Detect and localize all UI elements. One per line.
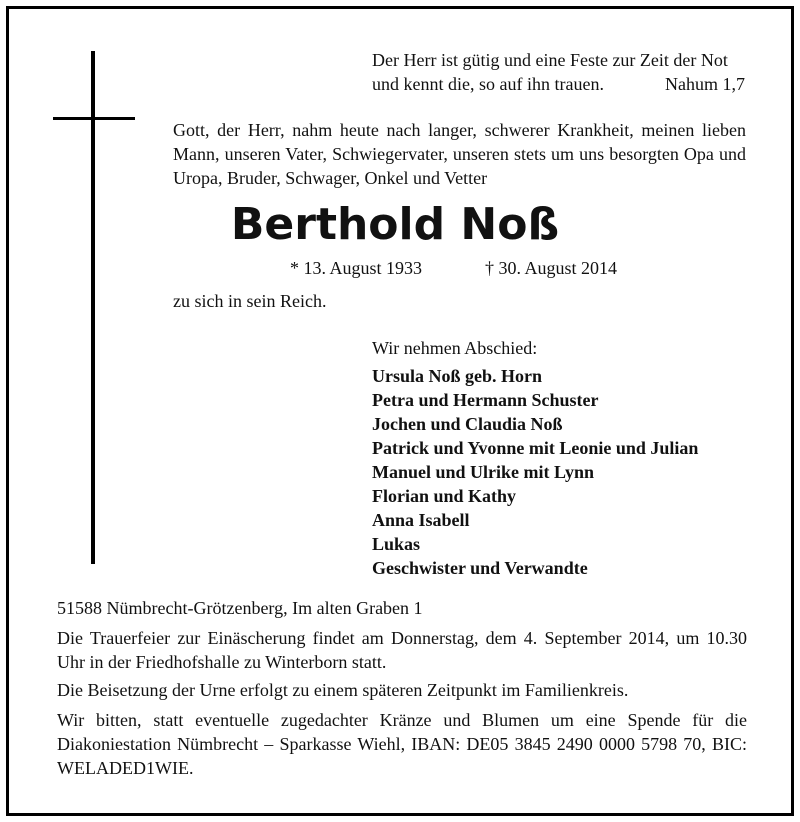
donation-info: Wir bitten, statt eventuelle zugedachter Kränze und Blumen um eine Spende für die Diakoniestation Nümbrecht – Sparkasse Wiehl, IBAN: DE05 3845 2490 0000 5798 70, BIC: WELADED1WIE.: [57, 710, 747, 778]
verse-reference: Nahum 1,7: [665, 74, 745, 94]
mourner-item: Ursula Noß geb. Horn: [372, 366, 543, 386]
verse-line-1: Der Herr ist gütig und eine Feste zur Zeit der Not: [372, 50, 728, 70]
closing-text: zu sich in sein Reich.: [173, 291, 327, 311]
mourner-item: Anna Isabell: [372, 510, 470, 530]
intro-text: Gott, der Herr, nahm heute nach langer, schwerer Krankheit, meinen lieben Mann, unseren Vater, Schwiegervater, unseren stets um uns besorgten Opa und Uropa, Bruder, Schwager, Onkel und Vetter: [173, 120, 746, 188]
birth-date: * 13. August 1933: [290, 258, 423, 278]
bible-verse: [372, 48, 745, 96]
mourner-list: [372, 364, 698, 580]
mourner-item: Lukas: [372, 534, 421, 554]
farewell-heading: Wir nehmen Abschied:: [372, 338, 538, 358]
address: 51588 Nümbrecht-Grötzenberg, Im alten Graben 1: [57, 598, 423, 618]
mourner-item: Manuel und Ulrike mit Lynn: [372, 462, 595, 482]
cross-icon: [91, 51, 95, 564]
deceased-name: Berthold Noß: [230, 199, 560, 250]
cross-icon-bar: [53, 117, 135, 120]
death-date: † 30. August 2014: [485, 258, 618, 278]
verse-line-2: und kennt die, so auf ihn trauen.: [372, 74, 604, 94]
mourner-item: Jochen und Claudia Noß: [372, 414, 563, 434]
mourner-item: Geschwister und Verwandte: [372, 558, 588, 578]
funeral-info: Die Trauerfeier zur Einäscherung findet am Donnerstag, dem 4. September 2014, um 10.30 Uhr in der Friedhofshalle zu Winterborn statt.: [57, 628, 747, 672]
mourner-item: Florian und Kathy: [372, 486, 517, 506]
burial-info: Die Beisetzung der Urne erfolgt zu einem späteren Zeitpunkt im Familienkreis.: [57, 680, 629, 700]
mourner-item: Patrick und Yvonne mit Leonie und Julian: [372, 438, 699, 458]
mourner-item: Petra und Hermann Schuster: [372, 390, 599, 410]
